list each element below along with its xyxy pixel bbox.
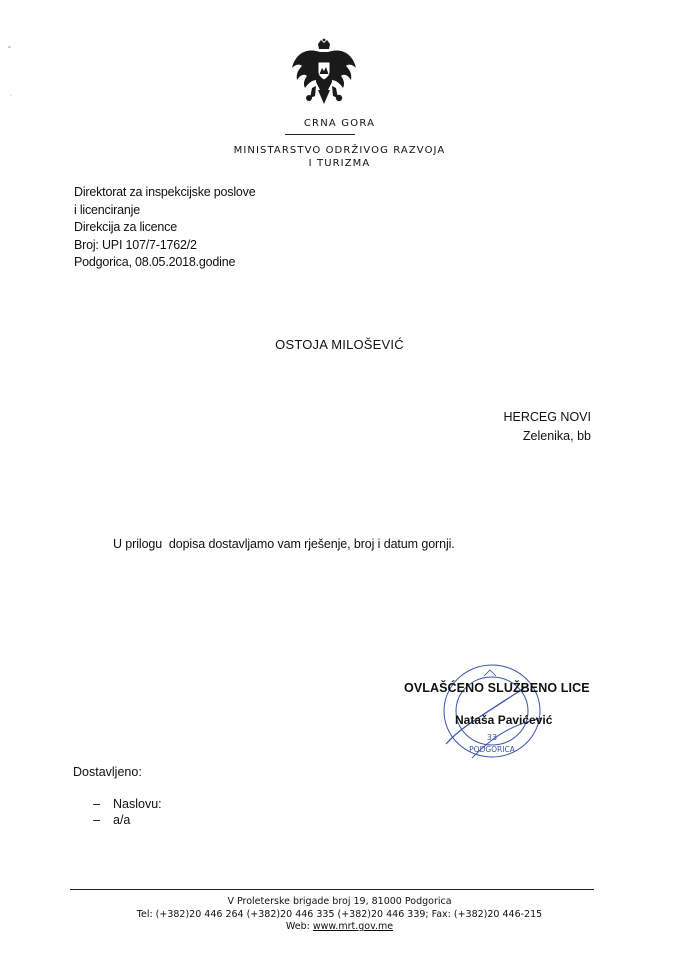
list-dash: – (93, 813, 100, 827)
footer-web (0, 921, 679, 934)
directorate-line: i licenciranje (74, 202, 140, 217)
footer-address: V Proleterske brigade broj 19, 81000 Podgorica (227, 896, 452, 907)
list-item (93, 812, 162, 828)
scan-mark: ° (8, 46, 11, 53)
stamp-city: PODGORICA (469, 745, 515, 754)
official-stamp-icon (432, 656, 553, 766)
list-item-text: Naslovu: (113, 797, 162, 811)
directorate-line: Direktorat za inspekcijske poslove (74, 185, 256, 199)
footer (0, 896, 679, 934)
header-divider (285, 134, 355, 135)
coat-of-arms-icon (288, 38, 360, 106)
recipient-name: OSTOJA MILOŠEVIĆ (275, 337, 404, 352)
ministry-line: MINISTARSTVO ODRŽIVOG RAZVOJA (233, 145, 446, 156)
footer-divider (70, 889, 594, 890)
delivery-list (93, 796, 162, 828)
scan-mark: · (10, 92, 13, 99)
department-line: Direkcija za licence (74, 220, 177, 234)
signatory-title: OVLAŠĆENO SLUŽBENO LICE (404, 681, 590, 695)
recipient-city: HERCEG NOVI (503, 410, 591, 424)
recipient-street: Zelenika, bb (522, 429, 591, 443)
sender-block (74, 184, 255, 272)
recipient-address (503, 408, 591, 446)
country-name: CRNA GORA (303, 118, 376, 129)
list-item (93, 796, 162, 812)
signatory-name: Nataša Pavićević (455, 713, 553, 727)
web-link[interactable]: www.mrt.gov.me (312, 921, 394, 932)
web-label: Web: (285, 921, 313, 932)
ministry-line: I TURIZMA (308, 158, 371, 169)
place-date: Podgorica, 08.05.2018.godine (74, 255, 236, 269)
footer-phones: Tel: (+382)20 446 264 (+382)20 446 335 (+382)20 446 339; Fax: (+382)20 446-215 (136, 908, 543, 920)
ministry-name (0, 144, 679, 170)
delivered-label: Dostavljeno: (73, 765, 142, 779)
letter-body: U prilogu dopisa dostavljamo vam rješenje, broj i datum gornji. (113, 537, 455, 551)
reference-number: Broj: UPI 107/7-1762/2 (74, 237, 197, 252)
list-dash: – (93, 797, 100, 811)
list-item-text: a/a (113, 813, 131, 827)
stamp-number: 33 (486, 733, 498, 742)
